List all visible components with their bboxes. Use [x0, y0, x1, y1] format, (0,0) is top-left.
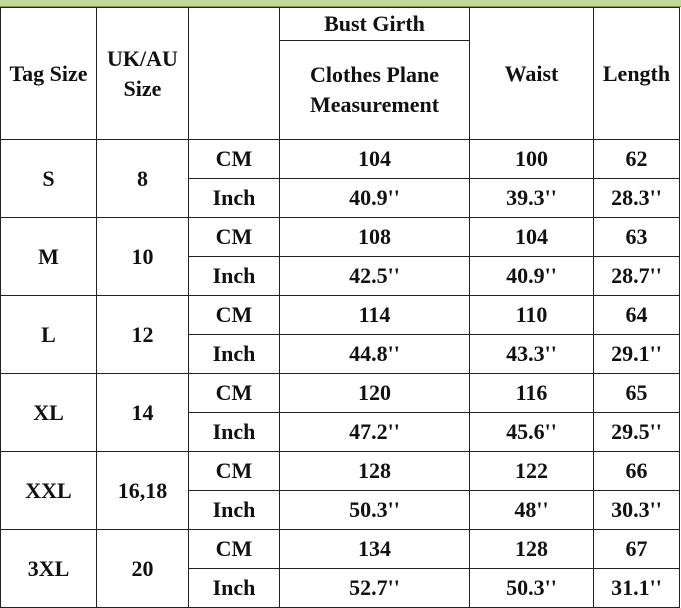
- tag-size-cell: L: [1, 296, 97, 374]
- unit-cm-cell: CM: [189, 296, 280, 335]
- bust-cm-cell: 120: [280, 374, 470, 413]
- table-row: [1, 296, 680, 335]
- unit-inch-cell: Inch: [189, 491, 280, 530]
- unit-inch-cell: Inch: [189, 257, 280, 296]
- waist-inch-cell: 39.3'': [470, 179, 594, 218]
- uk-au-size-cell: 20: [97, 530, 189, 608]
- length-inch-cell: 28.7'': [594, 257, 680, 296]
- unit-cm-cell: CM: [189, 452, 280, 491]
- bust-cm-cell: 108: [280, 218, 470, 257]
- bust-inch-cell: 42.5'': [280, 257, 470, 296]
- bust-cm-cell: 134: [280, 530, 470, 569]
- uk-au-size-cell: 8: [97, 140, 189, 218]
- bust-inch-cell: 40.9'': [280, 179, 470, 218]
- table-row: [1, 452, 680, 491]
- length-inch-cell: 28.3'': [594, 179, 680, 218]
- unit-inch-cell: Inch: [189, 413, 280, 452]
- length-cm-cell: 63: [594, 218, 680, 257]
- uk-au-size-cell: 10: [97, 218, 189, 296]
- bust-cm-cell: 104: [280, 140, 470, 179]
- unit-inch-cell: Inch: [189, 569, 280, 608]
- unit-cm-cell: CM: [189, 530, 280, 569]
- waist-inch-cell: 43.3'': [470, 335, 594, 374]
- unit-inch-cell: Inch: [189, 335, 280, 374]
- waist-inch-cell: 48'': [470, 491, 594, 530]
- waist-cm-cell: 128: [470, 530, 594, 569]
- header-length: Length: [594, 8, 680, 140]
- length-cm-cell: 67: [594, 530, 680, 569]
- table-row: [1, 530, 680, 569]
- table-row: [1, 140, 680, 179]
- length-inch-cell: 31.1'': [594, 569, 680, 608]
- bust-cm-cell: 128: [280, 452, 470, 491]
- table-row: [1, 374, 680, 413]
- bust-inch-cell: 47.2'': [280, 413, 470, 452]
- bust-inch-cell: 50.3'': [280, 491, 470, 530]
- tag-size-cell: S: [1, 140, 97, 218]
- waist-inch-cell: 50.3'': [470, 569, 594, 608]
- header-clothes-plane: Clothes Plane Measurement: [280, 41, 470, 140]
- size-chart-table: [0, 7, 680, 608]
- tag-size-cell: 3XL: [1, 530, 97, 608]
- header-uk-au-size: UK/AU Size: [97, 8, 189, 140]
- waist-inch-cell: 45.6'': [470, 413, 594, 452]
- size-table-body: [1, 140, 680, 608]
- tag-size-cell: XXL: [1, 452, 97, 530]
- length-inch-cell: 29.1'': [594, 335, 680, 374]
- bust-inch-cell: 52.7'': [280, 569, 470, 608]
- waist-cm-cell: 104: [470, 218, 594, 257]
- waist-inch-cell: 40.9'': [470, 257, 594, 296]
- unit-cm-cell: CM: [189, 218, 280, 257]
- uk-au-size-cell: 12: [97, 296, 189, 374]
- waist-cm-cell: 110: [470, 296, 594, 335]
- waist-cm-cell: 122: [470, 452, 594, 491]
- header-bust-girth: Bust Girth: [280, 8, 470, 41]
- top-accent-bar: [0, 0, 681, 7]
- bust-inch-cell: 44.8'': [280, 335, 470, 374]
- uk-au-size-cell: 16,18: [97, 452, 189, 530]
- unit-cm-cell: CM: [189, 140, 280, 179]
- length-inch-cell: 29.5'': [594, 413, 680, 452]
- tag-size-cell: XL: [1, 374, 97, 452]
- unit-cm-cell: CM: [189, 374, 280, 413]
- length-inch-cell: 30.3'': [594, 491, 680, 530]
- tag-size-cell: M: [1, 218, 97, 296]
- length-cm-cell: 66: [594, 452, 680, 491]
- table-row: [1, 218, 680, 257]
- waist-cm-cell: 100: [470, 140, 594, 179]
- header-unit: [189, 8, 280, 140]
- length-cm-cell: 64: [594, 296, 680, 335]
- length-cm-cell: 65: [594, 374, 680, 413]
- uk-au-size-cell: 14: [97, 374, 189, 452]
- header-tag-size: Tag Size: [1, 8, 97, 140]
- length-cm-cell: 62: [594, 140, 680, 179]
- bust-cm-cell: 114: [280, 296, 470, 335]
- waist-cm-cell: 116: [470, 374, 594, 413]
- header-waist: Waist: [470, 8, 594, 140]
- unit-inch-cell: Inch: [189, 179, 280, 218]
